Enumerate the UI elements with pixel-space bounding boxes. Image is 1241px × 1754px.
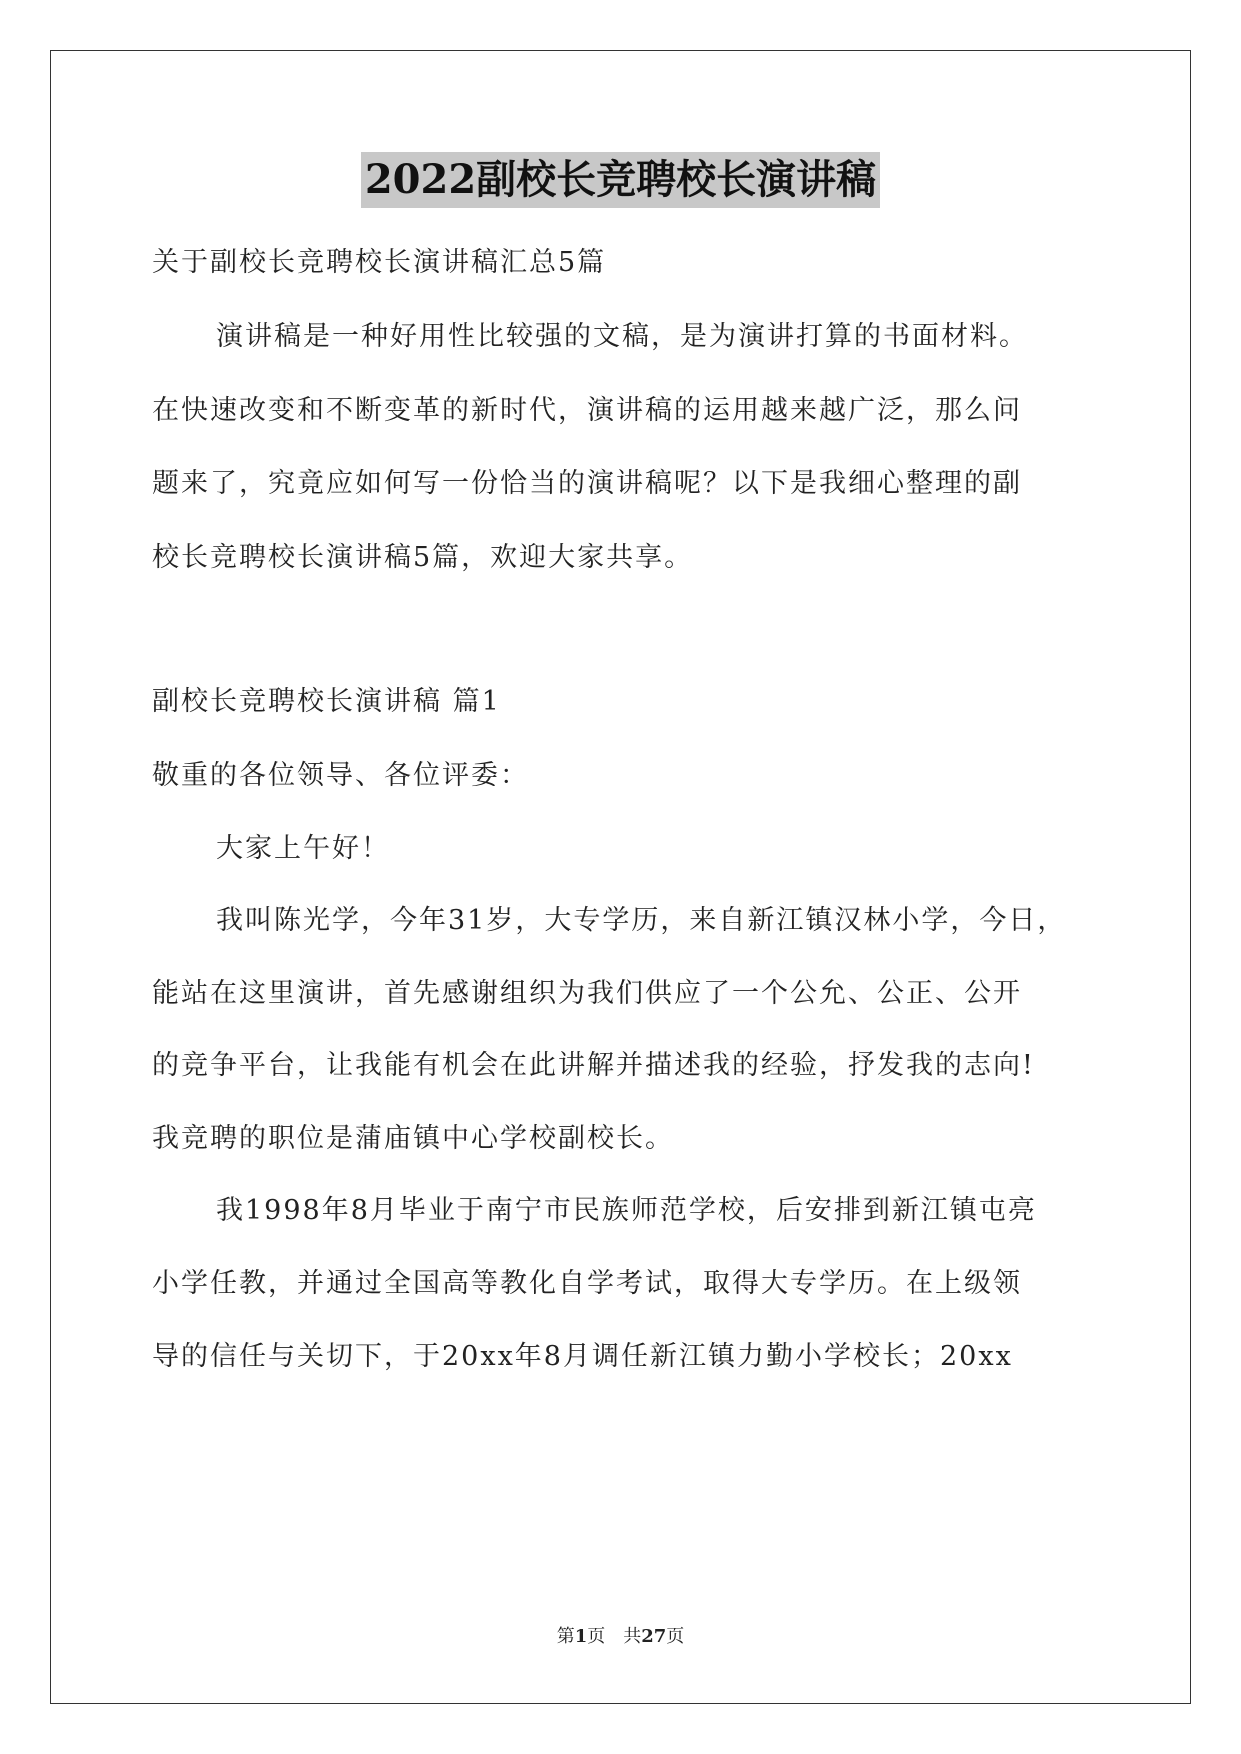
footer-middle: 页 共 [587,1626,642,1647]
footer-prefix: 第 [556,1626,575,1647]
paragraph-line: 我1998年8月毕业于南宁市民族师范学校，后安排到新江镇屯亮 [216,1195,1037,1226]
section-heading: 副校长竞聘校长演讲稿 篇1 [152,686,501,717]
title-wrap [0,152,1241,208]
paragraph-line: 在快速改变和不断变革的新时代，演讲稿的运用越来越广泛，那么问 [152,395,1022,426]
footer-total-pages: 27 [641,1626,667,1647]
footer-suffix: 页 [666,1626,685,1647]
page-footer [0,1622,1241,1648]
paragraph-line: 校长竞聘校长演讲稿5篇，欢迎大家共享。 [152,542,694,573]
paragraph-line: 我竞聘的职位是蒲庙镇中心学校副校长。 [152,1123,674,1154]
paragraph-line: 导的信任与关切下，于20xx年8月调任新江镇力勤小学校长；20xx [152,1341,1013,1372]
paragraph-line: 的竞争平台，让我能有机会在此讲解并描述我的经验，抒发我的志向! [152,1050,1035,1081]
salutation-line: 敬重的各位领导、各位评委： [152,760,529,791]
paragraph-line: 能站在这里演讲，首先感谢组织为我们供应了一个公允、公正、公开 [152,978,1022,1009]
footer-page-number: 1 [574,1626,588,1647]
subtitle-line: 关于副校长竞聘校长演讲稿汇总5篇 [152,247,607,278]
paragraph-line: 题来了，究竟应如何写一份恰当的演讲稿呢？以下是我细心整理的副 [152,468,1022,499]
paragraph-line: 我叫陈光学，今年31岁，大专学历，来自新江镇汉林小学，今日， [216,905,1067,936]
paragraph-line: 小学任教，并通过全国高等教化自学考试，取得大专学历。在上级领 [152,1268,1022,1299]
document-title: 2022副校长竞聘校长演讲稿 [361,152,880,208]
page-border [50,50,1191,1704]
greeting-line: 大家上午好！ [216,833,390,864]
paragraph-line: 演讲稿是一种好用性比较强的文稿，是为演讲打算的书面材料。 [216,321,1028,352]
